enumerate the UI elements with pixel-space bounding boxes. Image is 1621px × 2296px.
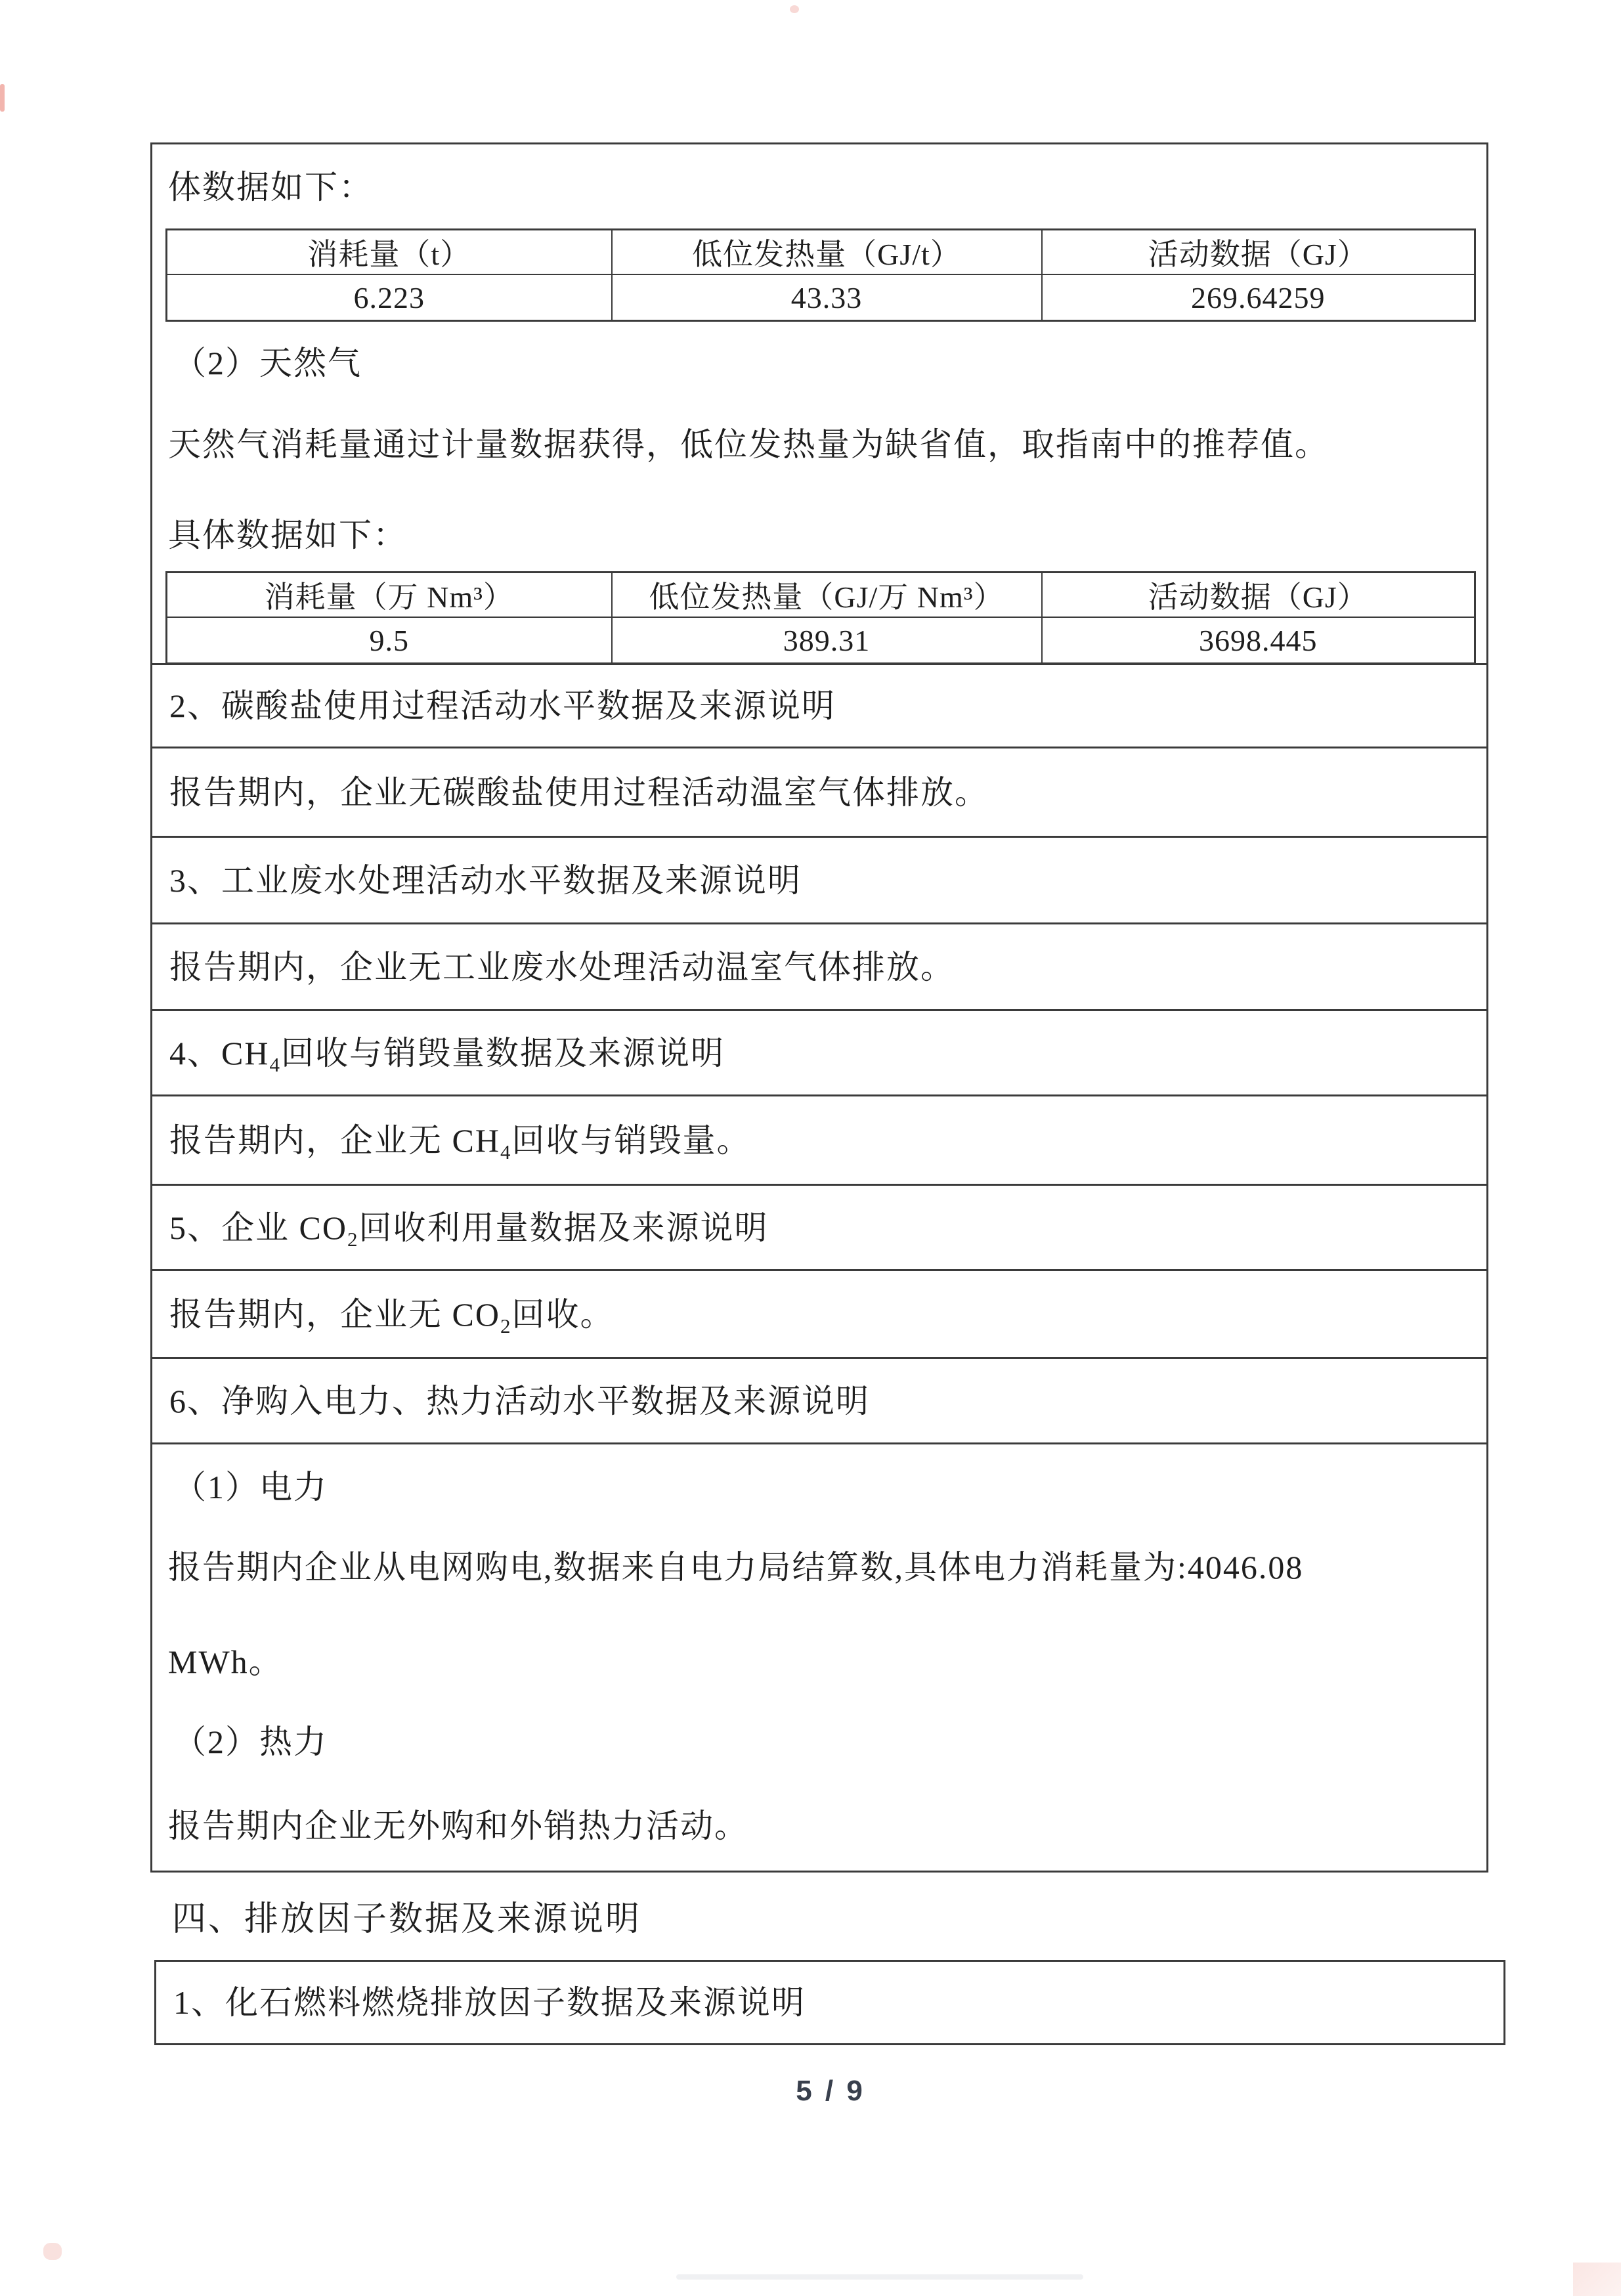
ch4-content-subscript: 4: [500, 1140, 512, 1163]
page-number: 5 / 9: [796, 2075, 865, 2107]
co2-section-heading: [169, 1209, 769, 1251]
power-heat-section-heading-row: [152, 1357, 1486, 1442]
heat-subsection-heading: （2）热力: [173, 1723, 328, 1760]
co2-heading-post: 回收利用量数据及来源说明: [358, 1209, 769, 1246]
ch4-content-post: 回收与销毁量。: [511, 1121, 751, 1159]
co2-section-content-row: [152, 1269, 1486, 1357]
ch4-heading-pre: 4、CH: [169, 1034, 270, 1072]
natural-gas-data-intro-text: 具体数据如下：: [168, 517, 407, 553]
ch4-section-content-row: [152, 1094, 1486, 1184]
table-value-row: [167, 274, 1475, 321]
co2-content-subscript: 2: [500, 1314, 512, 1337]
ch4-section-content: [169, 1121, 751, 1163]
natural-gas-subsection-heading: （2）天然气: [173, 345, 362, 381]
ch4-content-pre: 报告期内，企业无 CH: [169, 1121, 500, 1159]
co2-content-pre: 报告期内，企业无 CO: [169, 1295, 500, 1333]
fossil-fuel-factor-heading: 1、化石燃料燃烧排放因子数据及来源说明: [173, 1984, 806, 2021]
co2-content-post: 回收。: [511, 1295, 615, 1333]
wastewater-section-content: 报告期内，企业无工业废水处理活动温室气体排放。: [169, 948, 955, 986]
wastewater-section-heading: 3、工业废水处理活动水平数据及来源说明: [169, 861, 802, 899]
ch4-heading-post: 回收与销毁量数据及来源说明: [280, 1034, 725, 1072]
carbonate-section-heading-row: [152, 663, 1486, 747]
heat-description: 报告期内企业无外购和外销热力活动。: [168, 1808, 748, 1844]
diesel-data-intro-text: 体数据如下：: [168, 169, 373, 206]
table-header-row: [167, 230, 1475, 275]
gas-activity-data-value: 3698.445: [1042, 617, 1475, 664]
emission-factor-table: [154, 1960, 1505, 2045]
gas-heating-value-value: 389.31: [612, 617, 1042, 664]
power-heat-section-content-row: [152, 1442, 1486, 1871]
wastewater-section-heading-row: [152, 836, 1486, 922]
electricity-description-line1: 报告期内企业从电网购电,数据来自电力局结算数,具体电力消耗量为:4046.08: [168, 1549, 1304, 1586]
activity-data-table: [150, 142, 1488, 1873]
diesel-activity-data-header: 活动数据（GJ）: [1042, 230, 1475, 275]
carbonate-section-heading: 2、碳酸盐使用过程活动水平数据及来源说明: [169, 687, 836, 724]
gas-heating-value-header: 低位发热量（GJ/万 Nm³）: [612, 573, 1042, 618]
carbonate-section-content-row: [152, 747, 1486, 836]
diesel-consumption-value: 6.223: [167, 274, 612, 321]
emission-factor-section-heading: 四、排放因子数据及来源说明: [172, 1901, 642, 1938]
gas-consumption-header: 消耗量（万 Nm³）: [167, 573, 612, 618]
electricity-description-line2: MWh。: [168, 1643, 283, 1680]
scan-artifact-left-edge: [0, 84, 5, 112]
diesel-consumption-header: 消耗量（t）: [167, 230, 612, 275]
co2-heading-pre: 5、企业 CO: [169, 1209, 347, 1246]
electricity-subsection-heading: （1）电力: [173, 1469, 328, 1505]
table-value-row: [167, 617, 1475, 664]
gas-activity-data-header: 活动数据（GJ）: [1042, 573, 1475, 618]
carbonate-section-content: 报告期内，企业无碳酸盐使用过程活动温室气体排放。: [169, 773, 989, 811]
power-heat-section-heading: 6、净购入电力、热力活动水平数据及来源说明: [169, 1382, 870, 1419]
diesel-heating-value-header: 低位发热量（GJ/t）: [612, 230, 1042, 275]
co2-section-heading-row: [152, 1184, 1486, 1269]
wastewater-section-content-row: [152, 922, 1486, 1009]
natural-gas-description: 天然气消耗量通过计量数据获得，低位发热量为缺省值，取指南中的推荐值。: [168, 426, 1329, 463]
diesel-activity-table: [165, 228, 1476, 322]
diesel-activity-data-value: 269.64259: [1042, 274, 1475, 321]
fuel-activity-row: [152, 144, 1486, 663]
diesel-heating-value-value: 43.33: [612, 274, 1042, 321]
ch4-heading-subscript: 4: [269, 1052, 281, 1076]
scan-artifact-top-dot: [790, 5, 799, 13]
scan-artifact-bottom-right: [1573, 2263, 1621, 2296]
scan-artifact-bottom-left: [43, 2243, 62, 2260]
scan-artifact-bottom-strip: [676, 2274, 1083, 2280]
ch4-section-heading-row: [152, 1009, 1486, 1094]
ch4-section-heading: [169, 1034, 725, 1076]
table-header-row: [167, 573, 1475, 618]
co2-heading-subscript: 2: [347, 1227, 359, 1251]
co2-section-content: [169, 1295, 615, 1337]
gas-consumption-value: 9.5: [167, 617, 612, 664]
natural-gas-activity-table: [165, 571, 1476, 664]
